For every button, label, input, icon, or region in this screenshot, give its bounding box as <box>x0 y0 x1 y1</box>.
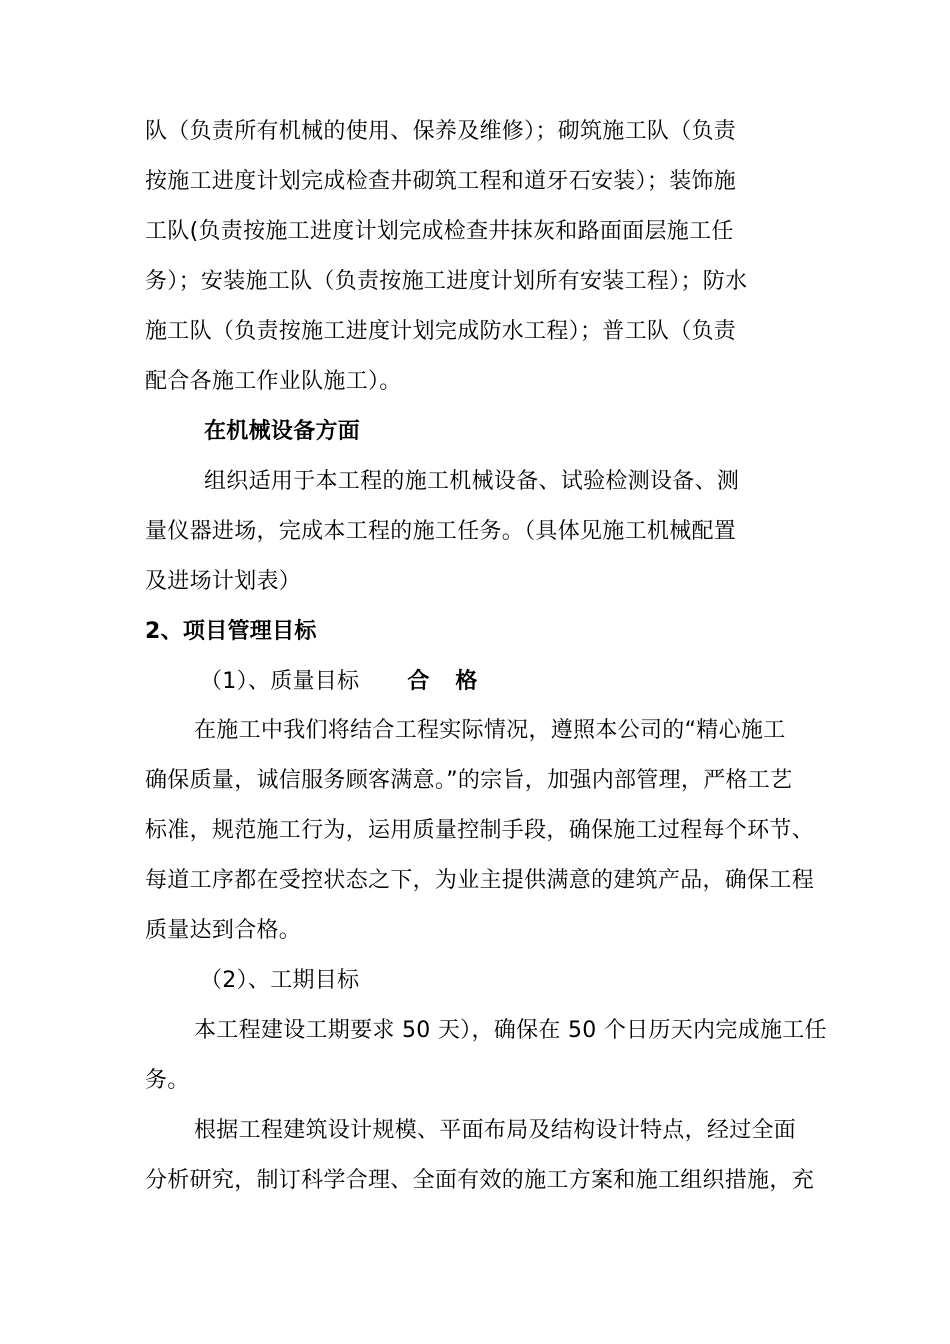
quality-target-label: （1）、质量目标 <box>200 669 360 694</box>
paragraph-line: 工队(负责按施工进度计划完成检查井抹灰和路面面层施工任 <box>145 219 734 244</box>
paragraph-line: 配合各施工作业队施工）。 <box>145 369 402 394</box>
paragraph-line: 务。 <box>145 1068 190 1093</box>
section-2-heading: 2、项目管理目标 <box>145 619 317 644</box>
paragraph-line: 分析研究，制订科学合理、全面有效的施工方案和施工组织措施，充 <box>145 1168 815 1193</box>
paragraph-line: 按施工进度计划完成检查井砌筑工程和道牙石安装）；装饰施 <box>145 169 737 194</box>
paragraph-line: 在施工中我们将结合工程实际情况，遵照本公司的“精心施工 <box>194 718 786 743</box>
machinery-heading: 在机械设备方面 <box>204 419 361 444</box>
paragraph-line: 每道工序都在受控状态之下，为业主提供满意的建筑产品，确保工程 <box>145 868 815 893</box>
paragraph-line: 标准，规范施工行为，运用质量控制手段，确保施工过程每个环节、 <box>145 818 815 843</box>
paragraph-line: 确保质量，诚信服务顾客满意。”的宗旨，加强内部管理，严格工艺 <box>145 768 793 793</box>
paragraph-line: 本工程建设工期要求 50 天），确保在 50 个日历天内完成施工任 <box>194 1018 827 1043</box>
paragraph-line: 根据工程建筑设计规模、平面布局及结构设计特点，经过全面 <box>194 1118 797 1143</box>
quality-target-row <box>200 667 503 697</box>
paragraph-line: 及进场计划表） <box>145 569 302 594</box>
schedule-target-label: （2）、工期目标 <box>200 968 360 993</box>
paragraph-line: 施工队（负责按施工进度计划完成防水工程）；普工队（负责 <box>145 319 737 344</box>
quality-grade: 合格 <box>407 669 504 694</box>
paragraph-line: 量仪器进场，完成本工程的施工任务。（具体见施工机械配置 <box>145 519 737 544</box>
paragraph-line: 队（负责所有机械的使用、保养及维修）；砌筑施工队（负责 <box>145 119 737 144</box>
paragraph-line: 务）；安装施工队（负责按施工进度计划所有安装工程）；防水 <box>145 269 748 294</box>
paragraph-line: 质量达到合格。 <box>145 918 302 943</box>
paragraph-line: 组织适用于本工程的施工机械设备、试验检测设备、测 <box>204 469 740 494</box>
